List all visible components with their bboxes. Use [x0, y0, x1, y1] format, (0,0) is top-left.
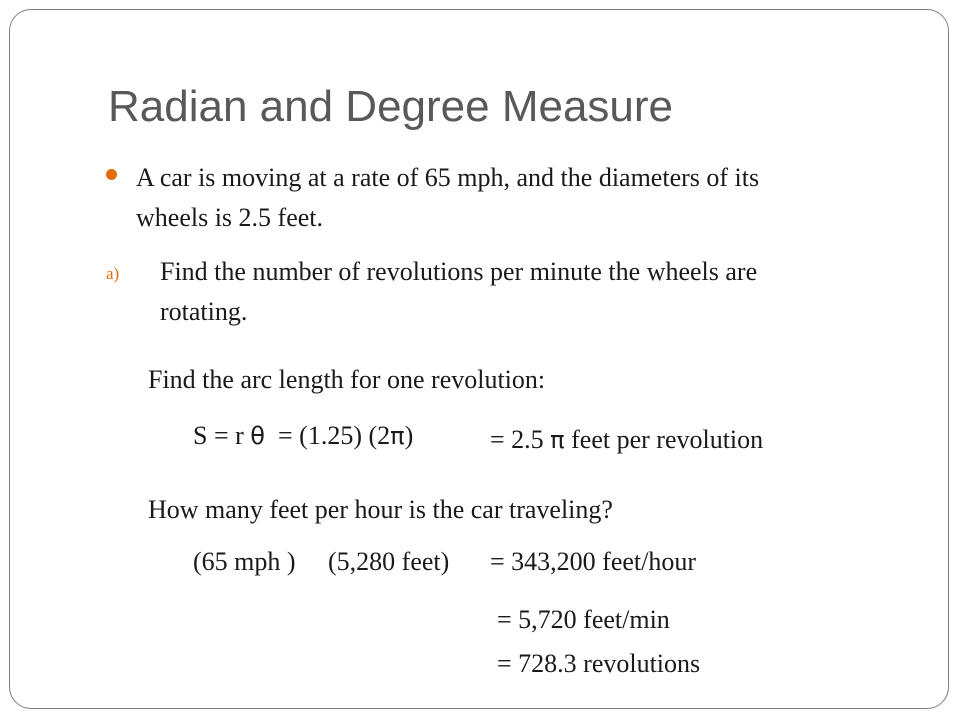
slide-title: Radian and Degree Measure	[108, 82, 674, 131]
part-a-marker: a)	[106, 264, 120, 283]
feet-factor: (5,280 feet)	[328, 547, 450, 576]
arc-result-value: = 2.5	[490, 425, 544, 454]
revolutions-result: = 728.3 revolutions	[497, 649, 701, 678]
pi-symbol: π	[390, 422, 405, 450]
problem-line-2: wheels is 2.5 feet.	[136, 203, 324, 232]
problem-line-1: A car is moving at a rate of 65 mph, and the diameters of its	[136, 163, 760, 192]
feet-per-hour-heading: How many feet per hour is the car traveling?	[148, 495, 613, 524]
arc-substitution	[278, 420, 413, 452]
arc-result	[490, 424, 763, 456]
part-a-line-1: Find the number of revolutions per minute the wheels are	[160, 257, 758, 286]
feet-per-hour-result: = 343,200 feet/hour	[490, 547, 697, 576]
arc-result-unit: feet per revolution	[571, 425, 764, 454]
pi-symbol-result: π	[550, 426, 565, 454]
mph-factor: (65 mph )	[193, 547, 296, 576]
substitution-text: = (1.25) (2	[278, 421, 391, 450]
formula-s: S = r	[193, 421, 244, 450]
arc-formula	[193, 420, 265, 452]
close-paren: )	[404, 421, 414, 450]
bullet-dot-icon	[106, 169, 117, 180]
arc-length-heading: Find the arc length for one revolution:	[148, 365, 546, 394]
theta-symbol: θ	[250, 422, 265, 450]
feet-per-min-result: = 5,720 feet/min	[497, 605, 670, 634]
part-a-line-2: rotating.	[160, 297, 248, 326]
